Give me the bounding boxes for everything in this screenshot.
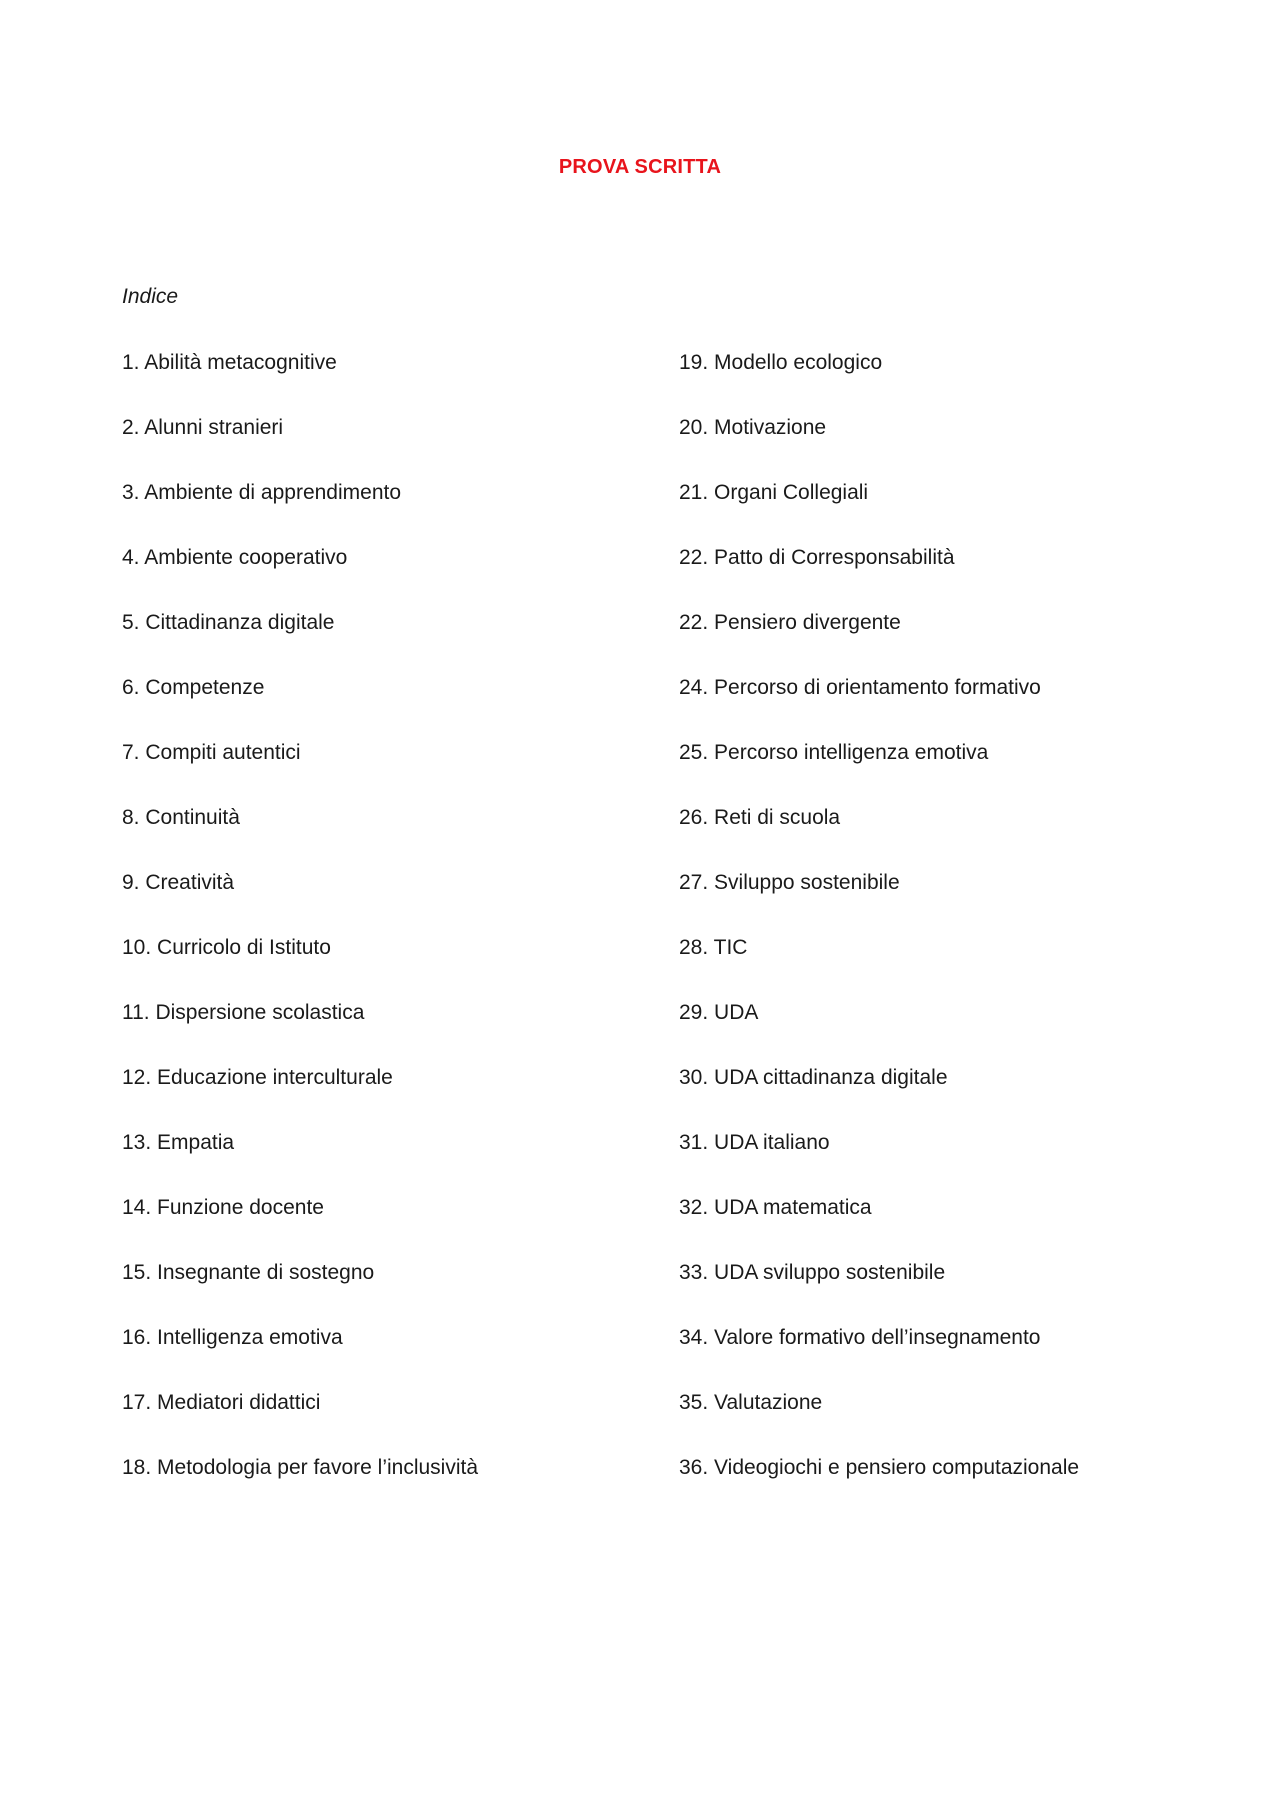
index-item: 6. Competenze <box>122 676 265 699</box>
index-item: 21. Organi Collegiali <box>679 481 869 504</box>
index-item: 2. Alunni stranieri <box>122 416 284 439</box>
index-item: 32. UDA matematica <box>679 1196 872 1219</box>
index-item: 16. Intelligenza emotiva <box>122 1326 343 1349</box>
index-item: 19. Modello ecologico <box>679 351 883 374</box>
index-item: 4. Ambiente cooperativo <box>122 546 348 569</box>
index-item: 12. Educazione interculturale <box>122 1066 393 1089</box>
index-item: 28. TIC <box>679 936 748 959</box>
index-item: 15. Insegnante di sostegno <box>122 1261 375 1284</box>
index-item: 27. Sviluppo sostenibile <box>679 871 900 894</box>
index-item: 36. Videogiochi e pensiero computazionale <box>679 1456 1080 1479</box>
index-item: 13. Empatia <box>122 1131 235 1154</box>
index-item: 5. Cittadinanza digitale <box>122 611 335 634</box>
index-item: 1. Abilità metacognitive <box>122 351 337 374</box>
index-item: 14. Funzione docente <box>122 1196 324 1219</box>
index-item: 24. Percorso di orientamento formativo <box>679 676 1041 699</box>
index-item: 7. Compiti autentici <box>122 741 301 764</box>
index-item: 26. Reti di scuola <box>679 806 841 829</box>
index-item: 8. Continuità <box>122 806 240 829</box>
document-title: PROVA SCRITTA <box>558 156 722 178</box>
index-item: 22. Patto di Corresponsabilità <box>679 546 955 569</box>
index-item: 3. Ambiente di apprendimento <box>122 481 402 504</box>
index-item: 22. Pensiero divergente <box>679 611 901 634</box>
index-item: 34. Valore formativo dell’insegnamento <box>679 1326 1041 1349</box>
index-item: 11. Dispersione scolastica <box>122 1001 365 1024</box>
index-heading: Indice <box>122 285 179 308</box>
index-item: 18. Metodologia per favore l’inclusività <box>122 1456 479 1479</box>
index-list-left <box>122 348 478 1518</box>
index-item: 31. UDA italiano <box>679 1131 830 1154</box>
index-item: 30. UDA cittadinanza digitale <box>679 1066 948 1089</box>
index-item: 20. Motivazione <box>679 416 827 439</box>
index-item: 10. Curricolo di Istituto <box>122 936 331 959</box>
index-item: 25. Percorso intelligenza emotiva <box>679 741 989 764</box>
index-item: 29. UDA <box>679 1001 759 1024</box>
index-item: 35. Valutazione <box>679 1391 823 1414</box>
index-item: 33. UDA sviluppo sostenibile <box>679 1261 946 1284</box>
index-item: 17. Mediatori didattici <box>122 1391 321 1414</box>
index-list-right <box>679 348 1079 1518</box>
index-item: 9. Creatività <box>122 871 235 894</box>
